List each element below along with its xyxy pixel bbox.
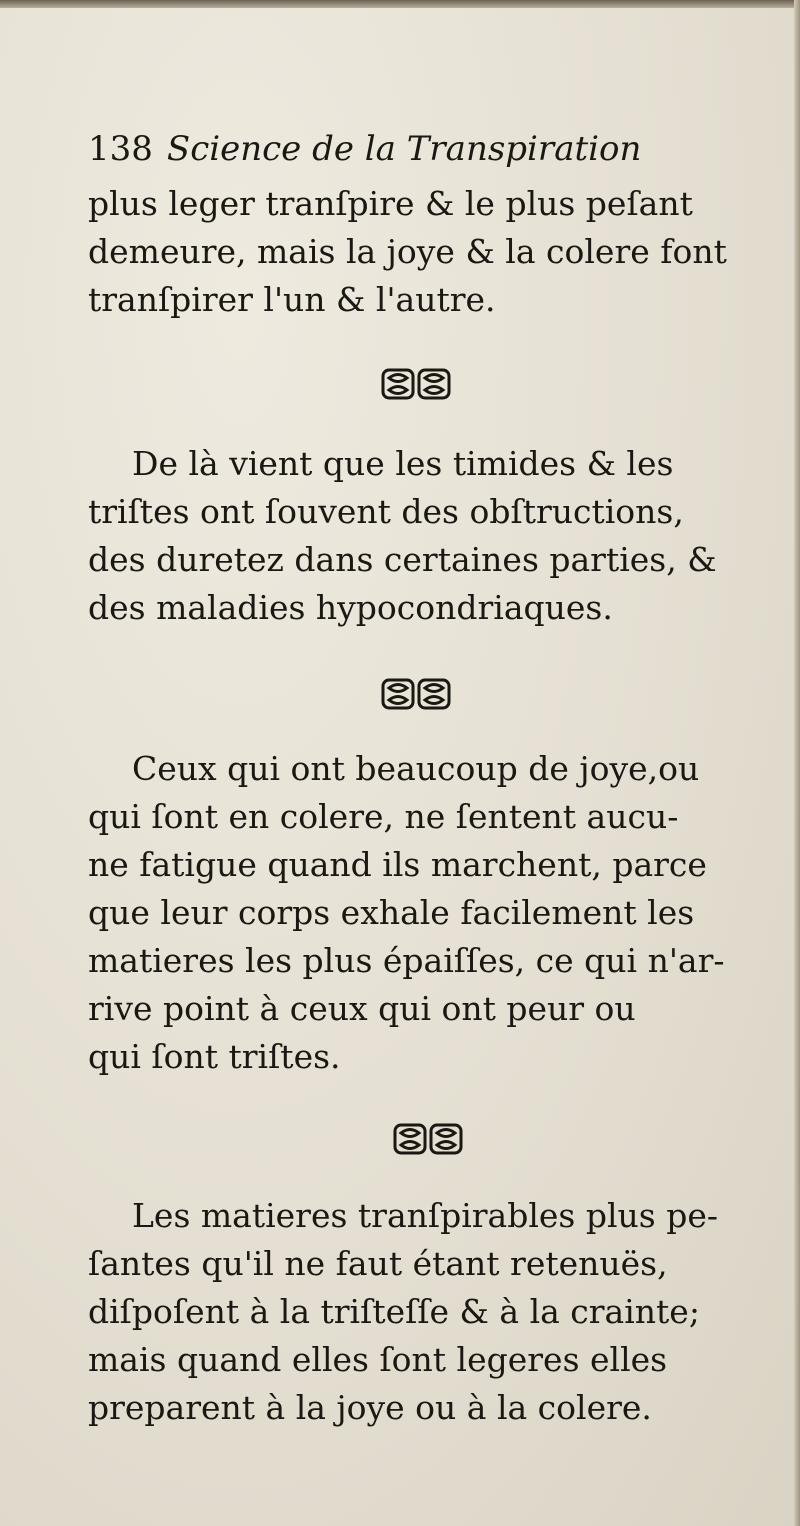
page-top-edge xyxy=(0,0,800,8)
section-ornament-icon xyxy=(380,677,452,711)
paragraph-1 xyxy=(88,180,738,324)
text-line: diſpoſent à la triſteſſe & à la crainte; xyxy=(88,1292,700,1331)
section-ornament-icon xyxy=(392,1122,464,1156)
text-line: tranſpirer l'un & l'autre. xyxy=(88,280,496,319)
text-line: rive point à ceux qui ont peur ou xyxy=(88,989,636,1028)
text-line: De là vient que les timides & les xyxy=(132,444,674,483)
text-line: plus leger tranſpire & le plus peſant xyxy=(88,184,693,223)
running-title: Science de la Transpiration xyxy=(166,129,642,169)
text-line: preparent à la joye ou à la colere. xyxy=(88,1388,652,1427)
page-number: 138 xyxy=(88,129,153,169)
text-line: des duretez dans certaines parties, & xyxy=(88,540,717,579)
paragraph-3 xyxy=(88,745,738,1081)
page-header xyxy=(88,128,748,170)
paragraph-2 xyxy=(88,440,738,632)
text-line: des maladies hypocondriaques. xyxy=(88,588,613,627)
section-ornament-icon xyxy=(380,367,452,401)
text-line: ſantes qu'il ne faut étant retenuës, xyxy=(88,1244,668,1283)
text-line: qui ſont en colere, ne ſentent aucu- xyxy=(88,797,679,836)
paragraph-4 xyxy=(88,1192,738,1432)
text-line: matieres les plus épaiſſes, ce qui n'ar- xyxy=(88,941,725,980)
text-line: ne fatigue quand ils marchent, parce xyxy=(88,845,707,884)
text-line: que leur corps exhale facilement les xyxy=(88,893,695,932)
text-line: demeure, mais la joye & la colere font xyxy=(88,232,727,271)
text-line: qui ſont triſtes. xyxy=(88,1037,341,1076)
text-line: mais quand elles ſont legeres elles xyxy=(88,1340,668,1379)
text-line: Les matieres tranſpirables plus pe- xyxy=(132,1196,719,1235)
text-line: triſtes ont ſouvent des obſtructions, xyxy=(88,492,684,531)
page-right-edge xyxy=(794,0,800,1526)
text-line: Ceux qui ont beaucoup de joye,ou xyxy=(132,749,700,788)
